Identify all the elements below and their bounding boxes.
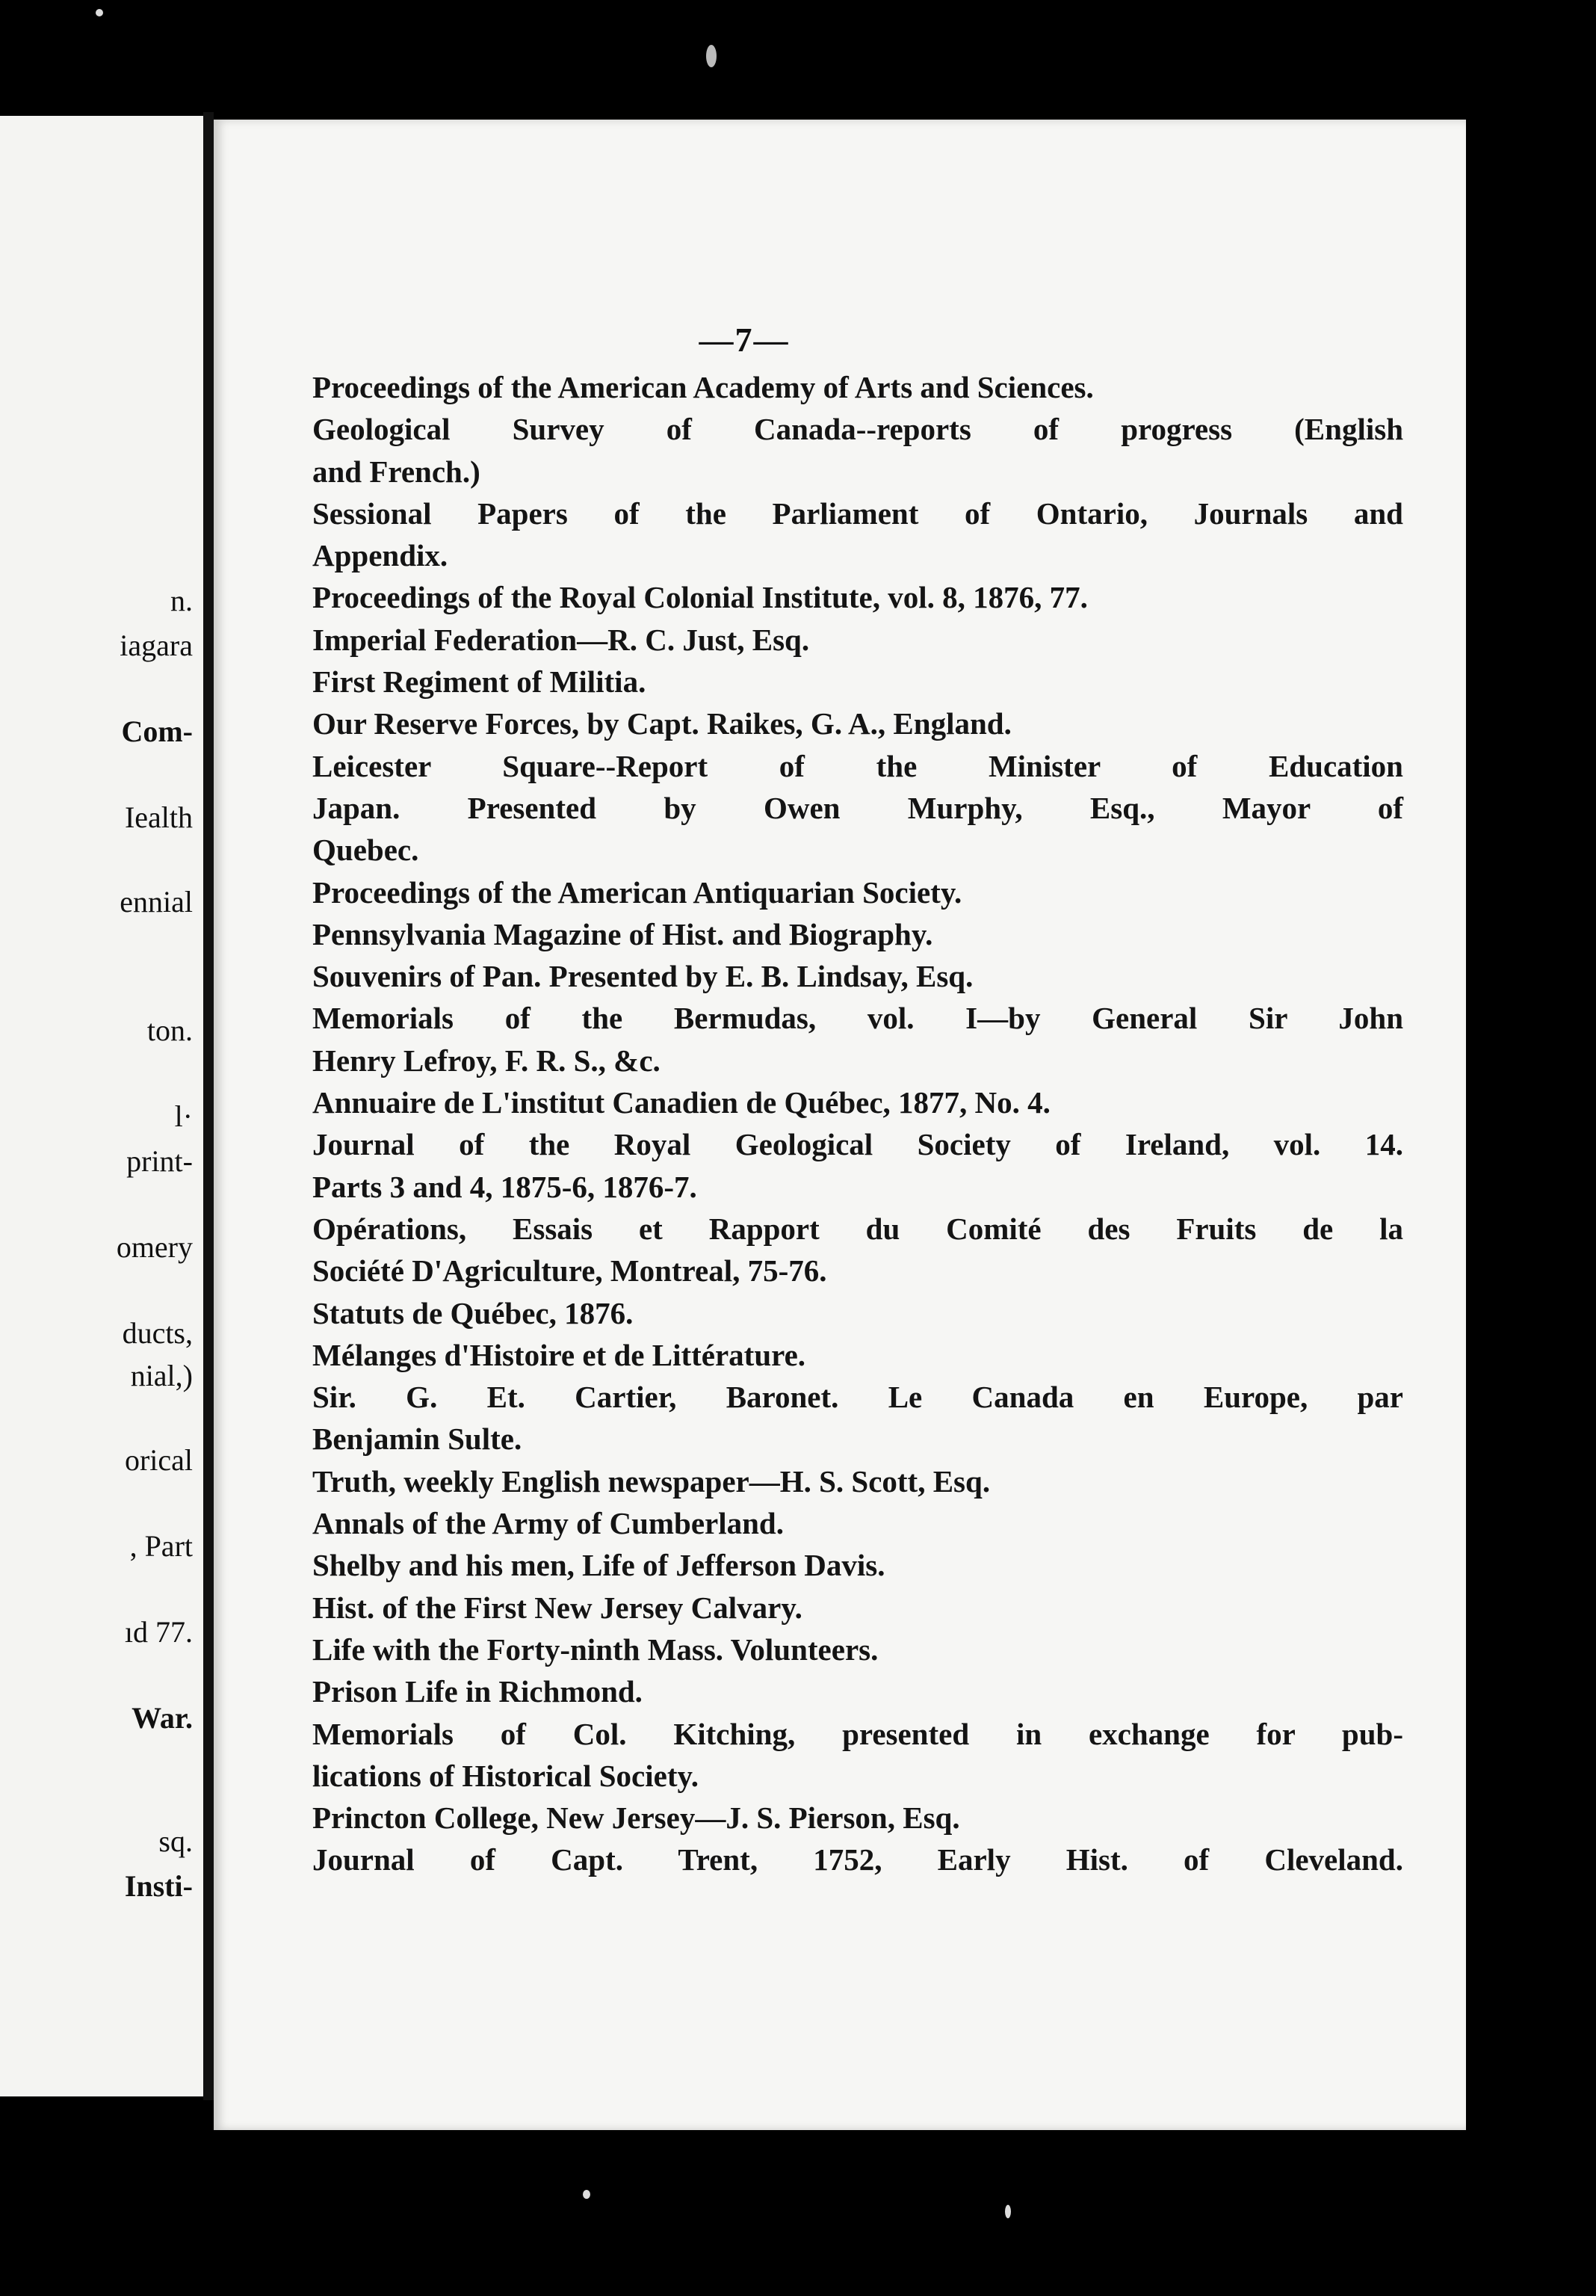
scan-speck xyxy=(583,2190,590,2199)
entry-line: Parts 3 and 4, 1875-6, 1876-7. xyxy=(312,1169,697,1204)
entry-line: Quebec. xyxy=(312,833,419,868)
previous-page-fragment: omery xyxy=(116,1230,193,1264)
entry-line: Memorials of Col. Kitching, presented in exchange for pub- xyxy=(312,1716,1403,1751)
page-number: —7— xyxy=(699,321,790,359)
entry-line: Proceedings of the American Antiquarian Society. xyxy=(312,874,962,910)
scan-speck xyxy=(706,45,717,67)
entry-line: Journal of the Royal Geological Society of Ireland, vol. 14. xyxy=(312,1127,1403,1162)
entry-line: Statuts de Québec, 1876. xyxy=(312,1295,634,1330)
entry-line: Hist. of the First New Jersey Calvary. xyxy=(312,1590,802,1625)
page-gutter xyxy=(203,112,214,2100)
entry-line: Princton College, New Jersey—J. S. Pierson, Esq. xyxy=(312,1800,960,1836)
entry-line: First Regiment of Militia. xyxy=(312,664,646,700)
entry-line: Truth, weekly English newspaper—H. S. Scott, Esq. xyxy=(312,1463,991,1499)
entry-line: Henry Lefroy, F. R. S., &c. xyxy=(312,1043,661,1078)
entry-line: Imperial Federation—R. C. Just, Esq. xyxy=(312,622,810,657)
entry-line: Life with the Forty-ninth Mass. Volunteers. xyxy=(312,1632,879,1667)
previous-page-fragment: sq. xyxy=(158,1824,193,1858)
entry-line: Prison Life in Richmond. xyxy=(312,1674,643,1709)
previous-page-fragment: War. xyxy=(132,1701,193,1735)
entry-line: Benjamin Sulte. xyxy=(312,1422,522,1457)
entry-line: Souvenirs of Pan. Presented by E. B. Lindsay, Esq. xyxy=(312,959,974,994)
previous-page-fragment: print- xyxy=(126,1144,193,1178)
entry-line: Shelby and his men, Life of Jefferson Davis. xyxy=(312,1548,885,1583)
previous-page-fragment: ton. xyxy=(146,1013,193,1047)
previous-page-fragment: l· xyxy=(174,1099,193,1133)
previous-page-fragment: ducts, xyxy=(122,1316,193,1350)
entry-list xyxy=(312,366,1403,1881)
previous-page-fragment: n. xyxy=(170,584,193,617)
previous-page-strip xyxy=(0,116,203,2096)
entry-line: Journal of Capt. Trent, 1752, Early Hist. of Cleveland. xyxy=(312,1842,1403,1877)
entry-line: Opérations, Essais et Rapport du Comité des Fruits de la xyxy=(312,1211,1403,1246)
previous-page-fragment: , Part xyxy=(129,1529,193,1563)
entry-line: Japan. Presented by Owen Murphy, Esq., Mayor of xyxy=(312,790,1403,825)
previous-page-fragment: Com- xyxy=(121,715,193,748)
entry-line: Société D'Agriculture, Montreal, 75-76. xyxy=(312,1253,827,1289)
entry-line: Leicester Square--Report of the Minister of Education xyxy=(312,748,1403,783)
entry-line: Sir. G. Et. Cartier, Baronet. Le Canada en Europe, par xyxy=(312,1380,1403,1415)
entry-line: and French.) xyxy=(312,454,480,489)
entry-line: Our Reserve Forces, by Capt. Raikes, G. A., England. xyxy=(312,706,1012,741)
previous-page-fragment: Iealth xyxy=(124,800,193,834)
entry-line: Proceedings of the American Academy of Arts and Sciences. xyxy=(312,370,1094,404)
entry-line: Appendix. xyxy=(312,538,448,573)
previous-page-fragment: Insti- xyxy=(124,1869,193,1903)
previous-page-fragment: ıd 77. xyxy=(124,1615,193,1649)
entry-line: Annuaire de L'institut Canadien de Québec, 1877, No. 4. xyxy=(312,1085,1051,1120)
entry-line: Annals of the Army of Cumberland. xyxy=(312,1506,784,1541)
scan-speck xyxy=(96,9,103,16)
previous-page-fragment: iagara xyxy=(120,629,193,662)
scan-speck xyxy=(1005,2205,1011,2218)
entry-line: Pennsylvania Magazine of Hist. and Biography. xyxy=(312,916,933,951)
entry-line: Mélanges d'Histoire et de Littérature. xyxy=(312,1337,806,1372)
entry-line: Proceedings of the Royal Colonial Institute, vol. 8, 1876, 77. xyxy=(312,580,1088,615)
book-page xyxy=(214,120,1466,2130)
entry-line: lications of Historical Society. xyxy=(312,1758,699,1793)
previous-page-fragment: orical xyxy=(124,1443,193,1477)
previous-page-fragment: nial,) xyxy=(130,1359,193,1392)
entry-line: Sessional Papers of the Parliament of Ontario, Journals and xyxy=(312,496,1403,531)
entry-line: Memorials of the Bermudas, vol. I—by General Sir John xyxy=(312,1001,1403,1036)
previous-page-fragment: ennial xyxy=(120,885,193,919)
entry-line: Geological Survey of Canada--reports of progress (English xyxy=(312,412,1403,447)
